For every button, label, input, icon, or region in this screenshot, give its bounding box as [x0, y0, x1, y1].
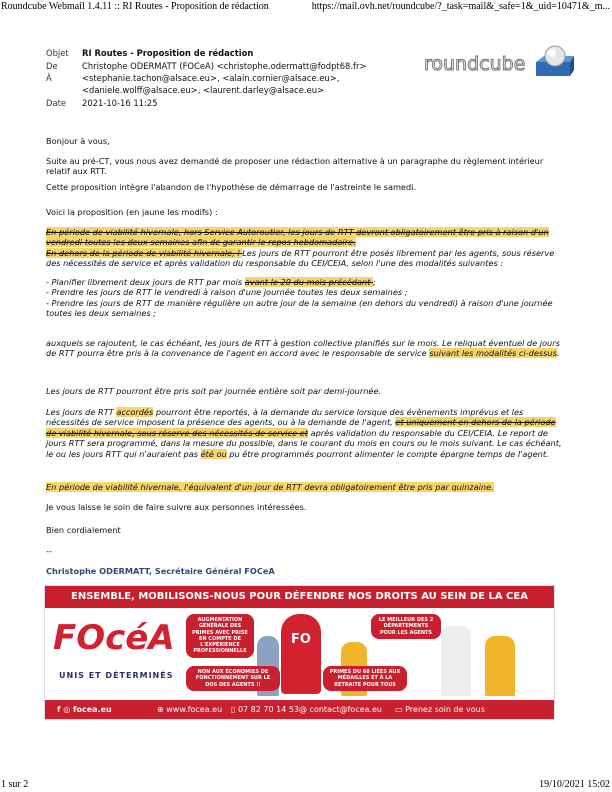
print-url: https://mail.ovh.net/roundcube/?_task=mail&_safe=1&_uid=10471&_m... [311, 1, 610, 12]
subject-label: Objet [46, 48, 69, 58]
care-message: ▭ Prenez soin de vous [395, 705, 485, 714]
bubble-medailles: PRIMES DU 68 LIÉES AUX MÉDAILLES ET À LA RETRAITE POUR TOUS [323, 666, 407, 691]
social-handle: f ◎ focea.eu [57, 705, 112, 714]
website-text: www.focea.eu [166, 705, 223, 714]
text: pourront être reportés, à la demande du service lorsque des évènements imprévus et les nécessités de service imposent la présence des agents, ou à la demande de l'agent, [46, 407, 524, 428]
text: pu être programmés pourront alimenter le compte épargne temps de l'agent. [226, 448, 549, 459]
care-text: Prenez soin de vous [405, 705, 485, 714]
email: @ contact@focea.eu [299, 705, 382, 714]
signature: Christophe ODERMATT, Secrétaire Général FOCeA [46, 566, 275, 576]
to-line2: <daniele.wolff@alsace.eu>, <laurent.darley@alsace.eu> [82, 85, 325, 95]
phone: ▯ 07 82 70 14 53 [231, 705, 300, 714]
paragraph-proposal: Cette proposition intègre l'abandon de l'hypothèse de démarrage de l'astreinte le samedi. [46, 182, 417, 192]
list-item [46, 277, 566, 287]
focea-logo [53, 618, 175, 658]
logo-text: FOcéA [53, 618, 175, 658]
from: Christophe ODERMATT (FOCeA) <christophe.odermatt@fodpt68.fr> [82, 60, 367, 71]
banner-contact-bar [45, 700, 554, 719]
modalities-list [46, 277, 566, 319]
item-text: - Planifier librement deux jours de RTT par mois [46, 277, 245, 287]
closing: Bien cordialement [46, 525, 121, 535]
to-label: À [46, 73, 52, 83]
bubble-economies: NON AUX ÉCONOMIES DE FONCTIONNEMENT SUR LE DOS DES AGENTS !! [186, 666, 280, 691]
banner-headline: ENSEMBLE, MOBILISONS-NOUS POUR DÉFENDRE NOS DROITS AU SEIN DE LA CEA [45, 586, 554, 608]
subject: RI Routes - Proposition de rédaction [82, 48, 254, 58]
bubble-primes: AUGMENTATION GÉNÉRALE DES PRIMES AVEC PRISE EN COMPTE DE L'EXPÉRIENCE PROFESSIONNELLE [186, 614, 254, 658]
people-illustration [281, 614, 321, 694]
text: . [556, 348, 560, 359]
roundcube-logo [424, 42, 574, 82]
social-text: focea.eu [73, 705, 112, 714]
from-label: De [46, 60, 58, 71]
struck-text: et uniquement en dehors de la période de viabilité hivernale, sous réserve des nécessités de service et [46, 417, 556, 438]
date-label: Date [46, 98, 67, 108]
struck-text: En période de viabilité hivernale, hors Service Autoroutier, les jours de RTT devront obligatoirement être pris à raison d'un vendredi toutes les deux semaines afin de garantir le repos hebdomadaire. [46, 227, 549, 248]
text: Les jours de RTT [46, 407, 117, 417]
print-page-number: 1 sur 2 [1, 779, 29, 790]
print-title: Roundcube Webmail 1.4.11 :: RI Routes - Proposition de rédaction [1, 1, 269, 12]
shirt-text: FO [291, 632, 311, 647]
struck-text: En dehors de la période de viabilité hivernale, l [46, 247, 243, 258]
paragraph-voici: Voici la proposition (en jaune les modifs) : [46, 207, 218, 217]
highlighted-text: suivant les modalités ci-dessus [429, 348, 557, 359]
print-datetime: 19/10/2021 15:02 [539, 779, 610, 790]
paragraph-intro: Suite au pré-CT, vous nous avez demandé de proposer une rédaction alternative à un paragraphe du règlement intérieur relatif aux RTT. [46, 156, 544, 177]
signature-separator: -- [46, 546, 52, 556]
paragraph-demi-journee: Les jours de RTT pourront être pris soit par journée entière soit par demi-journée. [46, 386, 382, 396]
list-item: - Prendre les jours de RTT de manière régulière un autre jour de la semaine (en dehors du vendredi) à raison d'une journée toutes les deux semaines ; [46, 297, 553, 319]
website: ⊕ www.focea.eu [157, 705, 223, 714]
paragraph-rtt-rules [46, 227, 566, 269]
item-text: ; [373, 277, 376, 287]
paragraph-reliquat [46, 338, 566, 359]
bubble-departements: LE MEILLEUR DES 2 DÉPARTEMENTS POUR LES AGENTS [371, 614, 441, 639]
highlighted-text: En période de viabilité hivernale, l'équivalent d'un jour de RTT devra obligatoirement être pris par quinzaine. [46, 482, 494, 492]
paragraph-quinzaine [46, 482, 566, 492]
tagline: UNIS ET DÉTERMINÉS [59, 671, 174, 680]
person-illustration [485, 636, 515, 696]
greeting: Bonjour à vous, [46, 136, 110, 146]
rules-text: Les jours de RTT pourront être posés librement par les agents, sous réserve des nécessités de service et après validation du responsable du CEI/CEIA, selon l'une des modalités suivantes : [46, 247, 555, 269]
highlighted-text: accordés [116, 407, 154, 417]
person-illustration [441, 626, 471, 696]
paragraph-forward: Je vous laisse le soin de faire suivre aux personnes intéressées. [46, 502, 307, 512]
to-line1: <stephanie.tachon@alsace.eu>, <alain.cornier@alsace.eu>, [82, 73, 340, 83]
phone-text: 07 82 70 14 53 [237, 705, 300, 714]
email-text: contact@focea.eu [309, 705, 382, 714]
highlighted-text: été ou [200, 448, 227, 459]
paragraph-report [46, 407, 566, 459]
text: après validation du responsable du CEI/CEIA. Le report de jours RTT sera programmé, dans la mesure du possible, dans le courant du mois en cours ou le mois suivant. Le cas échéant, le ou les jours RTT qui n'auraient pas [46, 427, 562, 459]
text: auxquels se rajoutent, le cas échéant, les jours de RTT à gestion collective planifiés sur le mois. Le reliquat éventuel de jours de RTT pourra être pris à la convenance de l'agent en accord avec le responsable de service [46, 338, 560, 359]
svg-text:roundcube: roundcube [424, 53, 526, 75]
date: 2021-10-16 11:25 [82, 98, 158, 108]
focea-banner [44, 585, 555, 720]
list-item: - Prendre les jours de RTT le vendredi à raison d'une journée toutes les deux semaines ; [46, 287, 408, 298]
struck-text: avant le 20 du mois précédant [244, 277, 374, 287]
